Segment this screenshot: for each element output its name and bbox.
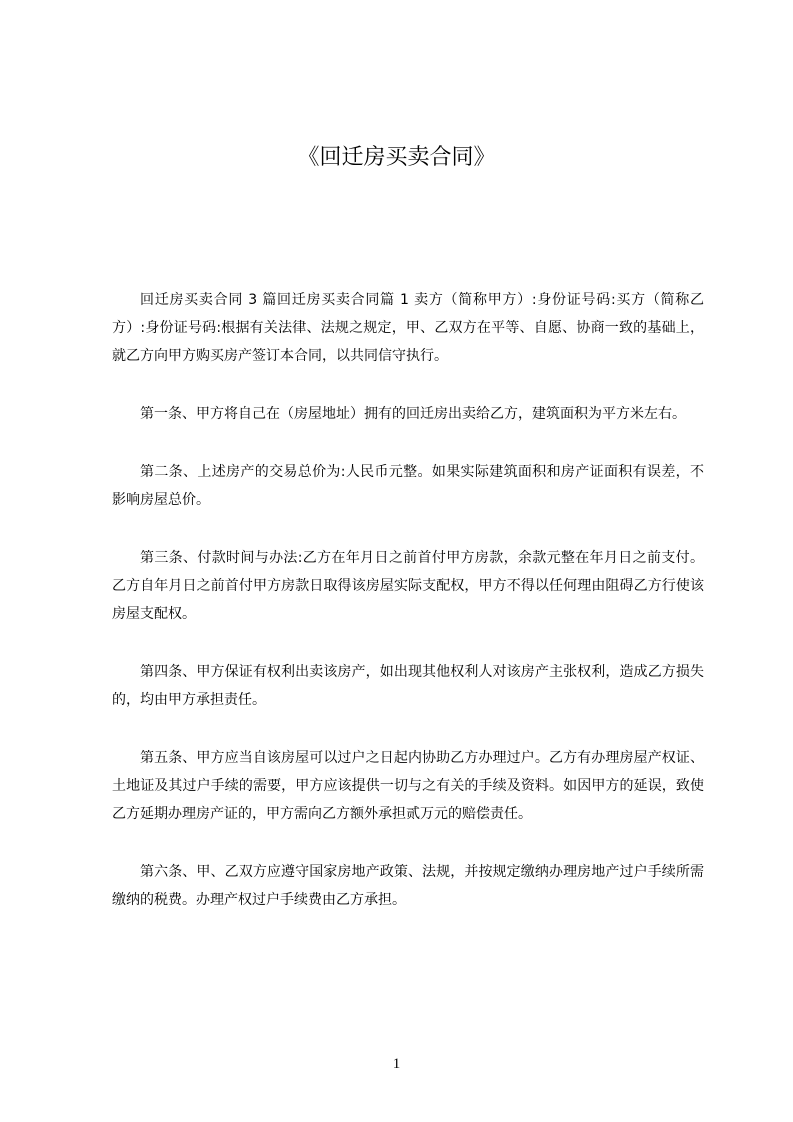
paragraph-article-3: 第三条、付款时间与办法:乙方在年月日之前首付甲方房款，余款元整在年月日之前支付。乙方自年月日之前首付甲方房款日取得该房屋实际支配权，甲方不得以任何理由阻碍乙方行使该房屋支配权。 (112, 550, 704, 622)
paragraph-article-1: 第一条、甲方将自己在（房屋地址）拥有的回迁房出卖给乙方，建筑面积为平方米左右。 (140, 406, 686, 422)
paragraph-article-6: 第六条、甲、乙双方应遵守国家房地产政策、法规，并按规定缴纳办理房地产过户手续所需缴纳的税费。办理产权过户手续费由乙方承担。 (112, 864, 704, 908)
paragraph-intro: 回迁房买卖合同 3 篇回迁房买卖合同篇 1 卖方（简称甲方）:身份证号码:买方（简称乙方）:身份证号码:根据有关法律、法规之规定，甲、乙双方在平等、自愿、协商一致的基础上，就乙方向甲方购买房产签订本合同，以共同信守执行。 (112, 292, 704, 364)
paragraph-article-4: 第四条、甲方保证有权利出卖该房产，如出现其他权利人对该房产主张权利，造成乙方损失的，均由甲方承担责任。 (112, 664, 704, 708)
page-number: 1 (392, 1056, 401, 1072)
paragraph-article-2: 第二条、上述房产的交易总价为:人民币元整。如果实际建筑面积和房产证面积有误差，不影响房屋总价。 (112, 464, 704, 508)
document-title: 《回迁房买卖合同》 (297, 145, 496, 170)
document-body (112, 286, 704, 944)
paragraph-article-5: 第五条、甲方应当自该房屋可以过户之日起内协助乙方办理过户。乙方有办理房屋产权证、土地证及其过户手续的需要，甲方应该提供一切与之有关的手续及资料。如因甲方的延误，致使乙方延期办理房产证的，甲方需向乙方额外承担贰万元的赔偿责任。 (112, 750, 704, 822)
